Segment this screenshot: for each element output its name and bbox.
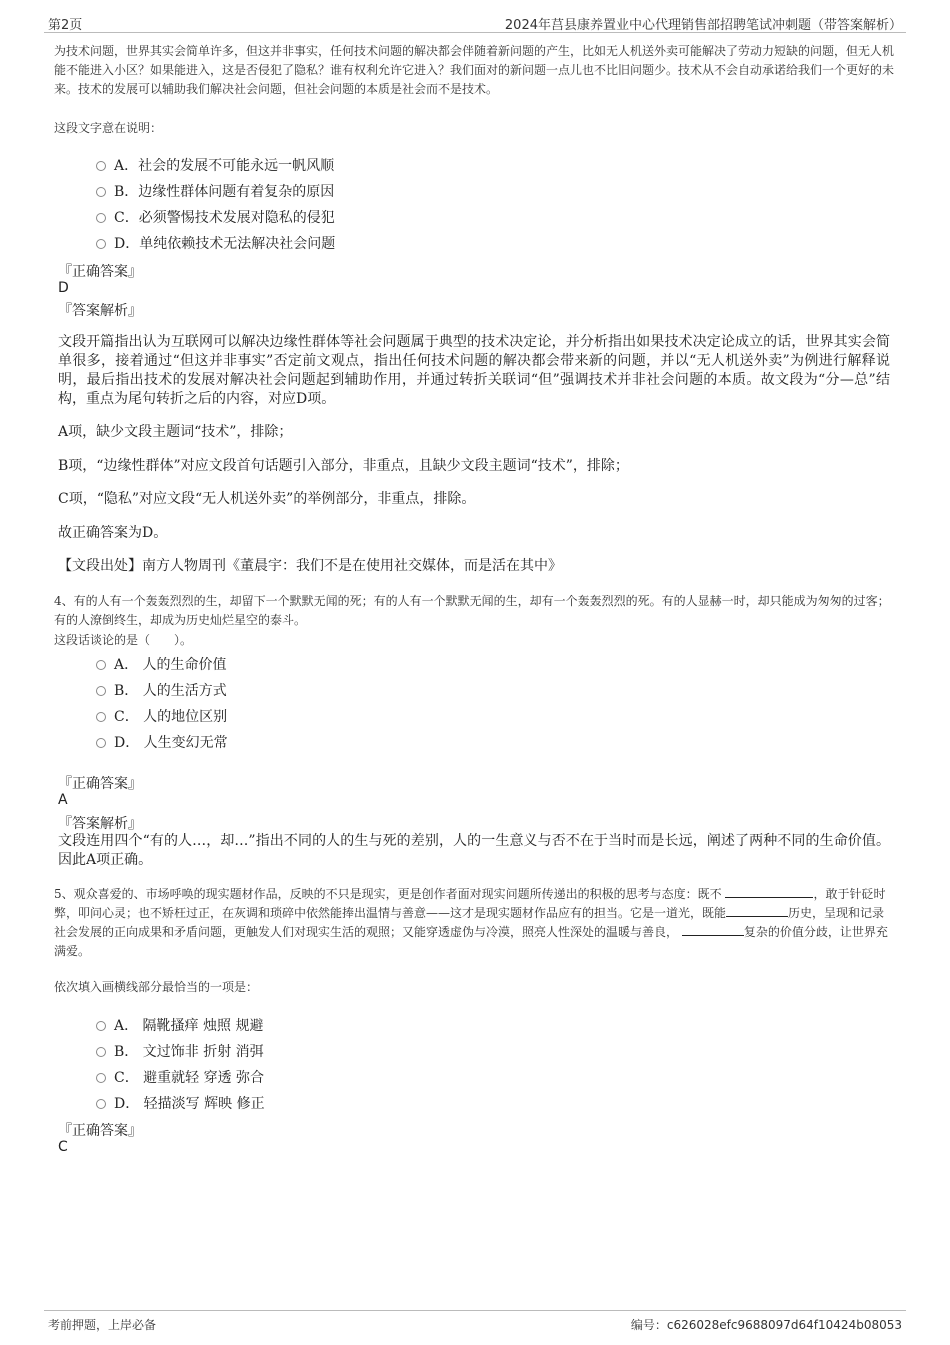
radio-icon[interactable]: [96, 660, 106, 670]
q5-answer-label: 『正确答案』: [58, 1123, 142, 1139]
q3-option-a[interactable]: A．社会的发展不可能永远一帆风顺: [96, 155, 334, 175]
radio-icon[interactable]: [96, 738, 106, 748]
radio-icon[interactable]: [96, 187, 106, 197]
page-header: [44, 10, 906, 33]
footer-slogan: 考前押题，上岸必备: [48, 1318, 157, 1332]
blank-1: [725, 885, 813, 898]
blank-2: [726, 904, 788, 917]
radio-icon[interactable]: [96, 161, 106, 171]
q3-source: 【文段出处】南方人物周刊《董晨宇：我们不是在使用社交媒体，而是活在其中》: [58, 558, 562, 574]
q5-option-d[interactable]: D． 轻描淡写 辉映 修正: [96, 1093, 265, 1113]
radio-icon[interactable]: [96, 239, 106, 249]
q5-passage: 5、观众喜爱的、市场呼唤的现实题材作品，反映的不只是现实，更是创作者面对现实问题所传递出的积极的思考与态度：既不 ，敢于针砭时弊，叩问心灵；也不矫枉过正，在灰调和琐碎中依然能捧出温情与善意——这才是现实题材作品应有的担当。它是一道光，既能 历史，呈现和记录社会发展的正向成果和矛盾问题，更触发人们对现实生活的观照；又能穿透虚伪与冷漠，照亮人性深处的温暖与善良， 复杂的价值分歧，让世界充满爱。: [54, 887, 888, 958]
radio-icon[interactable]: [96, 686, 106, 696]
q4-analysis-label: 『答案解析』: [58, 816, 142, 832]
q3-option-c[interactable]: C．必须警惕技术发展对隐私的侵犯: [96, 207, 335, 227]
q5-option-c[interactable]: C． 避重就轻 穿透 弥合: [96, 1067, 264, 1087]
radio-icon[interactable]: [96, 1021, 106, 1031]
q5-answer: C: [58, 1139, 68, 1155]
blank-3: [682, 923, 744, 936]
document-id: 编号：c626028efc9688097d64f10424b08053: [630, 1318, 902, 1332]
q3-analysis-b: B项，“边缘性群体”对应文段首句话题引入部分，非重点，且缺少文段主题词“技术”，排除；: [58, 458, 629, 474]
q4-option-c[interactable]: C． 人的地位区别: [96, 706, 227, 726]
q3-analysis-label: 『答案解析』: [58, 303, 142, 319]
q3-analysis-conclusion: 故正确答案为D。: [58, 525, 168, 541]
radio-icon[interactable]: [96, 1047, 106, 1057]
radio-icon[interactable]: [96, 712, 106, 722]
q5-prompt: 依次填入画横线部分最恰当的一项是：: [54, 980, 259, 994]
q4-answer-label: 『正确答案』: [58, 776, 142, 792]
q5-option-b[interactable]: B． 文过饰非 折射 消弭: [96, 1041, 264, 1061]
q5-option-a[interactable]: A． 隔靴搔痒 烛照 规避: [96, 1015, 263, 1035]
q3-prompt: 这段文字意在说明：: [54, 121, 163, 135]
q4-prompt: 这段话谈论的是（ ）。: [54, 633, 193, 647]
q3-analysis-main: 文段开篇指出认为互联网可以解决边缘性群体等社会问题属于典型的技术决定论，并分析指出如果技术决定论成立的话，世界其实会简单很多，接着通过“但这并非事实”否定前文观点，指出任何技术问题的解决都会带来新的问题，并以“无人机送外卖”为例进行解释说明，最后指出技术的发展对解决社会问题起到辅助作用，并通过转折关联词“但”强调技术并非社会问题的本质。故文段为“分—总”结构，重点为尾句转折之后的内容，对应D项。: [58, 334, 890, 407]
q4-passage: 4、有的人有一个轰轰烈烈的生，却留下一个默默无闻的死；有的人有一个默默无闻的生，却有一个轰轰烈烈的死。有的人显赫一时，却只能成为匆匆的过客；有的人潦倒终生，却成为历史灿烂星空的泰斗。: [54, 594, 890, 627]
q3-analysis-c: C项，“隐私”对应文段“无人机送外卖”的举例部分，非重点，排除。: [58, 491, 476, 507]
q3-answer-label: 『正确答案』: [58, 264, 142, 280]
q3-answer: D: [58, 280, 69, 296]
q4-option-d[interactable]: D． 人生变幻无常: [96, 732, 228, 752]
q4-option-b[interactable]: B． 人的生活方式: [96, 680, 227, 700]
q3-option-b[interactable]: B．边缘性群体问题有着复杂的原因: [96, 181, 334, 201]
page-number: 第2页: [48, 18, 83, 33]
q3-option-d[interactable]: D．单纯依赖技术无法解决社会问题: [96, 233, 335, 253]
q4-answer: A: [58, 792, 68, 808]
radio-icon[interactable]: [96, 213, 106, 223]
page-footer: [44, 1310, 906, 1337]
q4-analysis: 文段连用四个“有的人…，却…”指出不同的人的生与死的差别，人的一生意义与否不在于当时而是长远，阐述了两种不同的生命价值。因此A项正确。: [58, 833, 890, 868]
radio-icon[interactable]: [96, 1073, 106, 1083]
q3-analysis-a: A项，缺少文段主题词“技术”，排除；: [58, 424, 293, 440]
radio-icon[interactable]: [96, 1099, 106, 1109]
q3-passage: 为技术问题，世界其实会简单许多，但这并非事实，任何技术问题的解决都会伴随着新问题的产生，比如无人机送外卖可能解决了劳动力短缺的问题，但无人机能不能进入小区？如果能进入，这是否侵犯了隐私？谁有权利允许它进入？我们面对的新问题一点儿也不比旧问题少。技术从不会自动承诺给我们一个更好的未来。技术的发展可以辅助我们解决社会问题，但社会问题的本质是社会而不是技术。: [54, 44, 895, 96]
q4-option-a[interactable]: A． 人的生命价值: [96, 654, 227, 674]
document-title: 2024年莒县康养置业中心代理销售部招聘笔试冲刺题（带答案解析）: [504, 18, 902, 33]
